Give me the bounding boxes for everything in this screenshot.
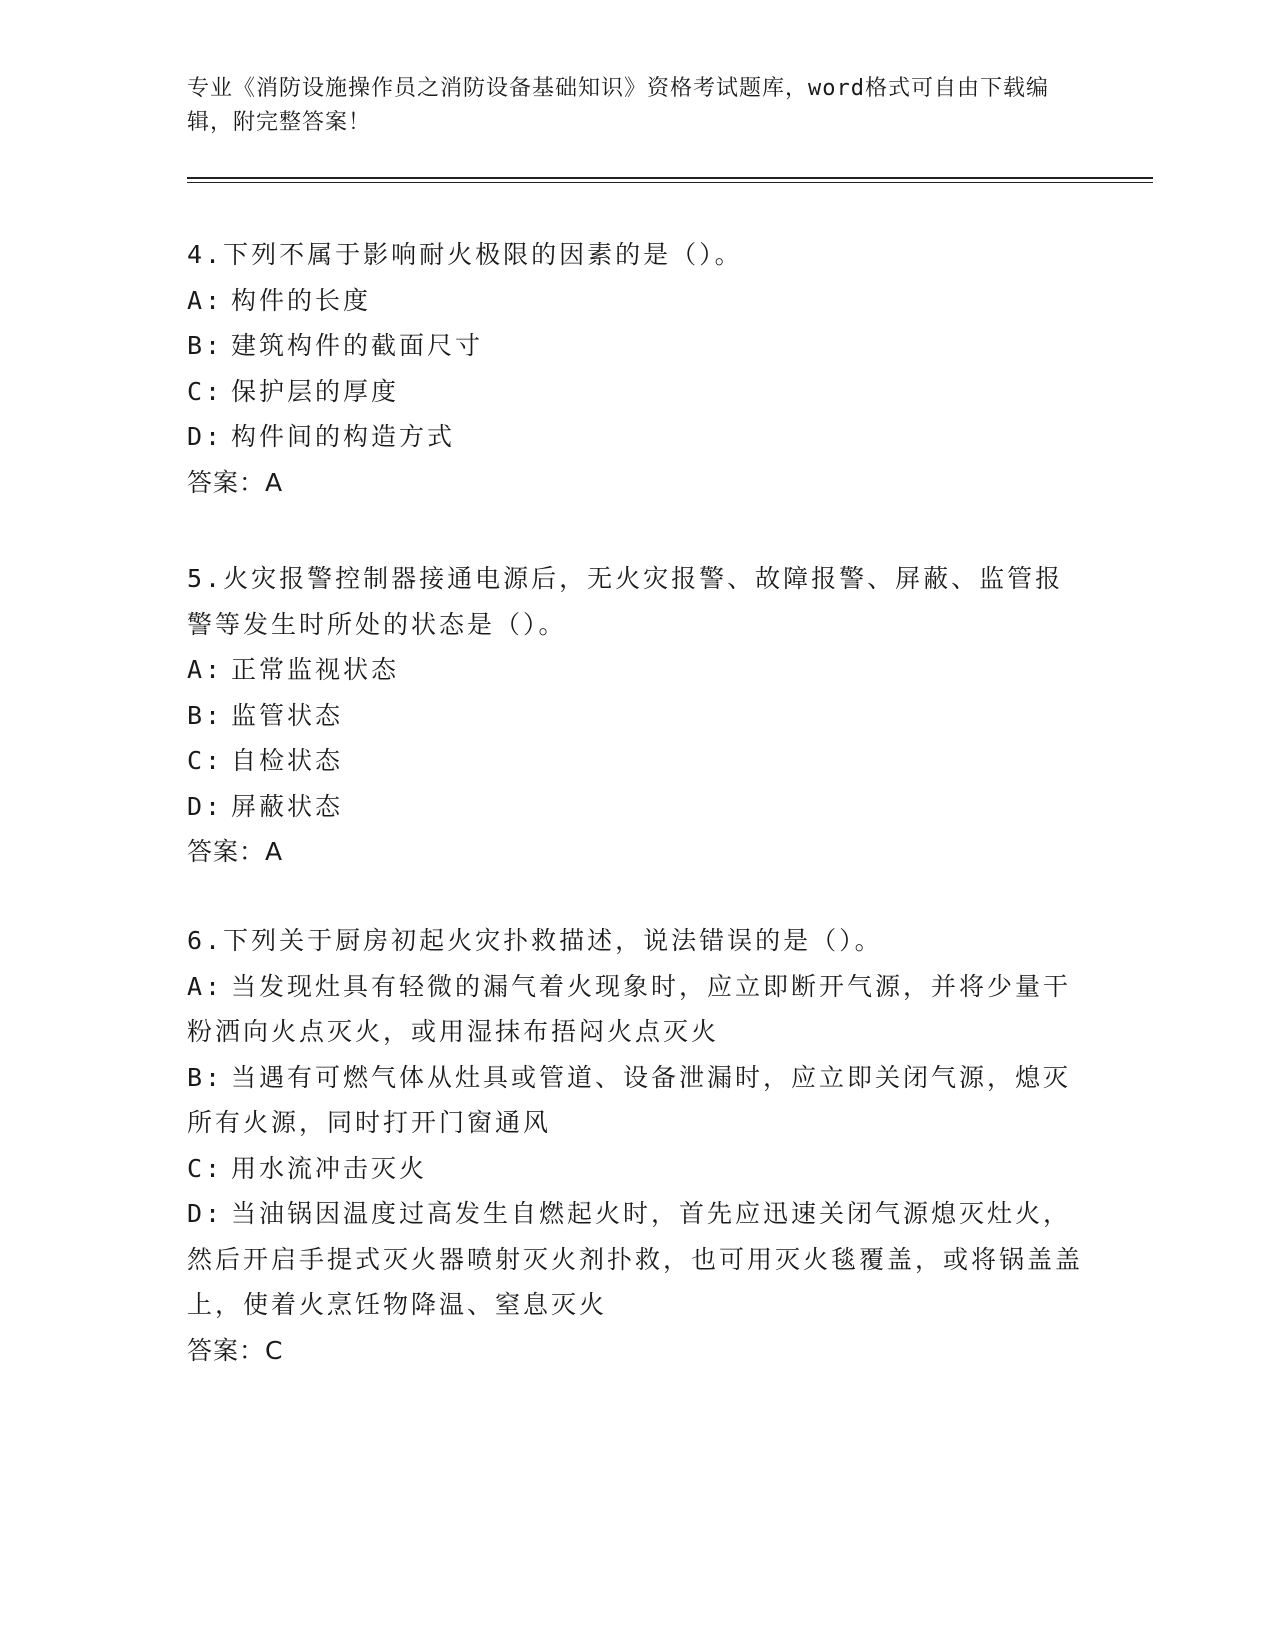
option-text: 自检状态 (231, 746, 344, 775)
option-text: 当发现灶具有轻微的漏气着火现象时，应立即断开气源，并将少量干粉洒向火点灭火，或用湿抹布捂闷火点灭火 (187, 971, 1072, 1046)
option-c (187, 369, 1087, 415)
header-divider-thin (187, 182, 1153, 183)
option-b (187, 1055, 1087, 1146)
option-letter: D: (187, 422, 224, 451)
option-text: 用水流冲击灭火 (231, 1153, 428, 1183)
question-block (187, 232, 1087, 505)
question-block (187, 556, 1087, 875)
option-letter: B: (187, 700, 224, 730)
option-letter: A: (187, 285, 224, 315)
answer-line: 答案：A (187, 467, 284, 497)
question-stem: 4.下列不属于影响耐火极限的因素的是（）。 (187, 240, 743, 269)
option-text: 构件的长度 (231, 285, 372, 315)
option-text: 屏蔽状态 (231, 791, 344, 821)
option-letter: C: (187, 376, 224, 406)
option-letter: A: (187, 971, 224, 1001)
option-letter: C: (187, 746, 224, 775)
option-d (187, 414, 1087, 460)
option-letter: C: (187, 1153, 224, 1183)
question-stem: 6.下列关于厨房初起火灾扑救描述，说法错误的是（）。 (187, 926, 883, 955)
option-c (187, 1146, 1087, 1192)
option-letter: B: (187, 331, 224, 360)
option-letter: D: (187, 1199, 224, 1228)
option-letter: B: (187, 1062, 224, 1092)
option-b (187, 323, 1087, 369)
option-b (187, 693, 1087, 739)
option-text: 建筑构件的截面尺寸 (231, 331, 484, 360)
option-letter: A: (187, 655, 224, 684)
document-header-note: 专业《消防设施操作员之消防设备基础知识》资格考试题库，word格式可自由下载编辑，附完整答案！ (187, 76, 1049, 135)
option-letter: D: (187, 791, 224, 821)
answer-line: 答案：A (187, 837, 284, 866)
option-text: 当油锅因温度过高发生自燃起火时，首先应迅速关闭气源熄灭灶火，然后开启手提式灭火器喷射灭火剂扑救，也可用灭火毯覆盖，或将锅盖盖上，使着火烹饪物降温、窒息灭火 (187, 1199, 1084, 1319)
option-text: 构件间的构造方式 (231, 422, 456, 451)
answer-line: 答案：C (187, 1335, 284, 1365)
option-a (187, 964, 1087, 1055)
option-a (187, 647, 1087, 693)
header-divider-thick (187, 177, 1153, 179)
option-a (187, 278, 1087, 324)
option-text: 正常监视状态 (231, 655, 400, 684)
option-d (187, 784, 1087, 830)
option-c (187, 738, 1087, 784)
option-text: 监管状态 (231, 700, 344, 730)
question-stem: 5.火灾报警控制器接通电源后，无火灾报警、故障报警、屏蔽、监管报警等发生时所处的状态是（）。 (187, 564, 1064, 639)
option-text: 当遇有可燃气体从灶具或管道、设备泄漏时，应立即关闭气源，熄灭所有火源，同时打开门窗通风 (187, 1062, 1072, 1137)
option-text: 保护层的厚度 (231, 376, 400, 406)
option-d (187, 1191, 1087, 1328)
question-block (187, 918, 1087, 1373)
